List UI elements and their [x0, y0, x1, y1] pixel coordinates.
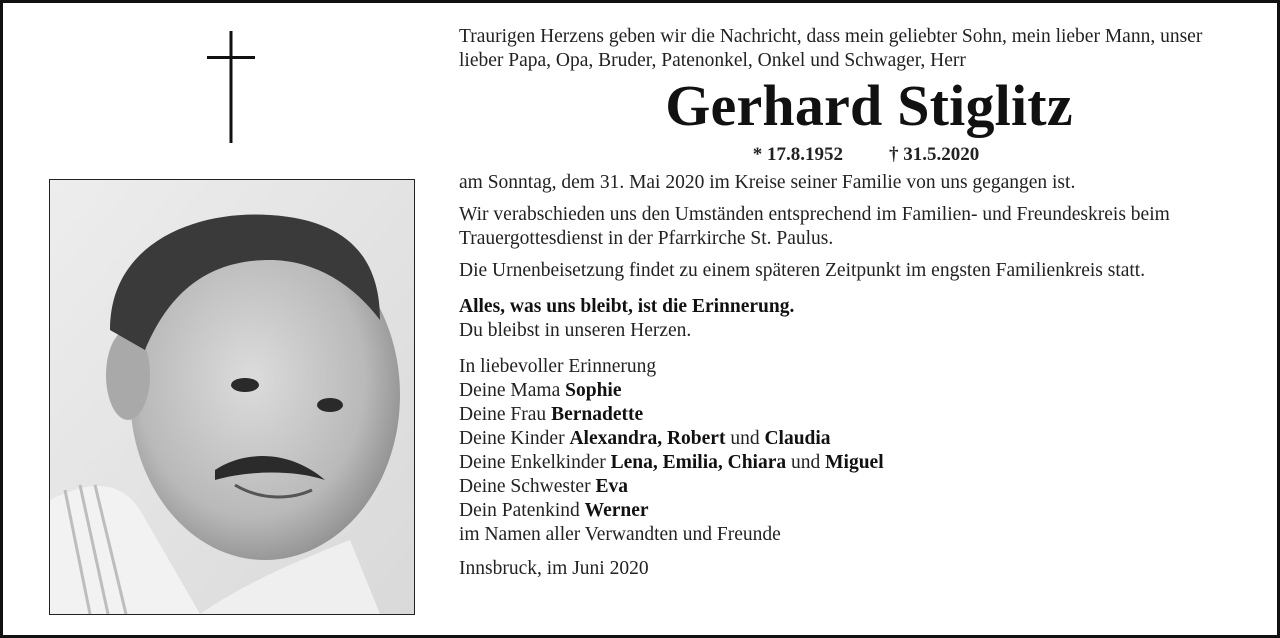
signoff-sister: Deine Schwester Eva [459, 476, 628, 497]
signoff-kids: Deine Kinder Alexandra, Robert und Claudia [459, 428, 831, 449]
signoff-relatives: im Namen aller Verwandten und Freunde [459, 524, 781, 545]
place-date: Innsbruck, im Juni 2020 [459, 558, 649, 579]
death-date: † 31.5.2020 [889, 144, 980, 165]
portrait-photo [49, 179, 415, 615]
farewell-text: Wir verabschieden uns den Umständen entsprechend im Familien- und Freundeskreis beim Trauergottesdienst in der Pfarrkirche St. Paulus. [459, 204, 1170, 249]
signoff-intro: In liebevoller Erinnerung [459, 356, 657, 377]
signoff-mama: Deine Mama Sophie [459, 380, 622, 401]
motto-bold: Alles, was uns bleibt, ist die Erinnerung. [459, 296, 795, 317]
motto-line-2: Du bleibst in unseren Herzen. [459, 320, 692, 341]
birth-date: * 17.8.1952 [752, 144, 843, 165]
signoff-grandchildren: Deine Enkelkinder Lena, Emilia, Chiara und Miguel [459, 452, 884, 473]
signoff-godchild: Dein Patenkind Werner [459, 500, 649, 521]
passing-text: am Sonntag, dem 31. Mai 2020 im Kreise seiner Familie von uns gegangen ist. [459, 172, 1076, 193]
notice-text [459, 25, 1249, 581]
life-dates [459, 143, 1249, 167]
deceased-name: Gerhard Stiglitz [665, 73, 1073, 138]
signoff [459, 355, 1249, 581]
urn-text: Die Urnenbeisetzung findet zu einem späteren Zeitpunkt im engsten Familienkreis statt. [459, 260, 1146, 281]
cross-icon [207, 31, 255, 143]
intro-text: Traurigen Herzens geben wir die Nachricht, dass mein geliebter Sohn, mein lieber Mann, unser lieber Papa, Opa, Bruder, Patenonkel, Onkel und Schwager, Herr [459, 26, 1203, 71]
signoff-wife: Deine Frau Bernadette [459, 404, 644, 425]
motto [459, 295, 1249, 343]
